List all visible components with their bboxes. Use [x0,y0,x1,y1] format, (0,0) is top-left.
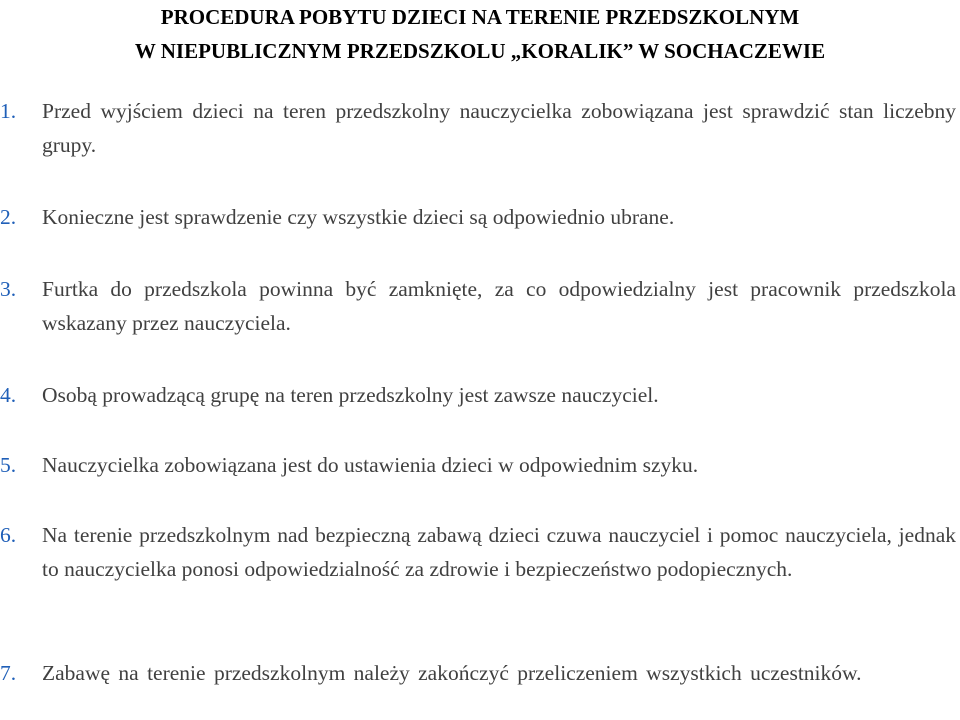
item-text: Na terenie przedszkolnym nad bezpieczną zabawą dzieci czuwa nauczyciel i pomoc nauczyciela, jednak to nauczycielka ponosi odpowiedzialność za zdrowie i bezpieczeństwo podopiecznych. [42,523,956,581]
item-number: 2. [0,205,17,229]
item-text: Nauczycielka zobowiązana jest do ustawienia dzieci w odpowiednim szyku. [42,453,699,477]
list-item-2 [0,200,956,234]
list-item-4 [0,378,956,412]
item-number: 3. [0,277,17,301]
item-number: 1. [0,99,17,123]
title-line-2: W NIEPUBLICZNYM PRZEDSZKOLU „KORALIK” W SOCHACZEWIE [134,39,826,63]
list-item-1 [0,94,956,162]
document-title [0,0,960,68]
title-line-1: PROCEDURA POBYTU DZIECI NA TERENIE PRZEDSZKOLNYM [160,5,800,29]
list-item-6 [0,518,956,586]
item-number: 4. [0,383,17,407]
list-item-3 [0,272,956,340]
item-text: Osobą prowadzącą grupę na teren przedszkolny jest zawsze nauczyciel. [42,383,659,407]
item-text: Furtka do przedszkola powinna być zamknięte, za co odpowiedzialny jest pracownik przedszkola wskazany przez nauczyciela. [42,277,956,335]
list-item-7 [0,656,956,690]
list-item-5 [0,448,956,482]
item-text: Zabawę na terenie przedszkolnym należy zakończyć przeliczeniem wszystkich uczestników. [42,661,862,685]
item-number: 5. [0,453,17,477]
item-number: 7. [0,661,17,685]
item-number: 6. [0,523,17,547]
item-text: Przed wyjściem dzieci na teren przedszkolny nauczycielka zobowiązana jest sprawdzić stan liczebny grupy. [42,99,956,157]
item-text: Konieczne jest sprawdzenie czy wszystkie dzieci są odpowiednio ubrane. [42,205,675,229]
